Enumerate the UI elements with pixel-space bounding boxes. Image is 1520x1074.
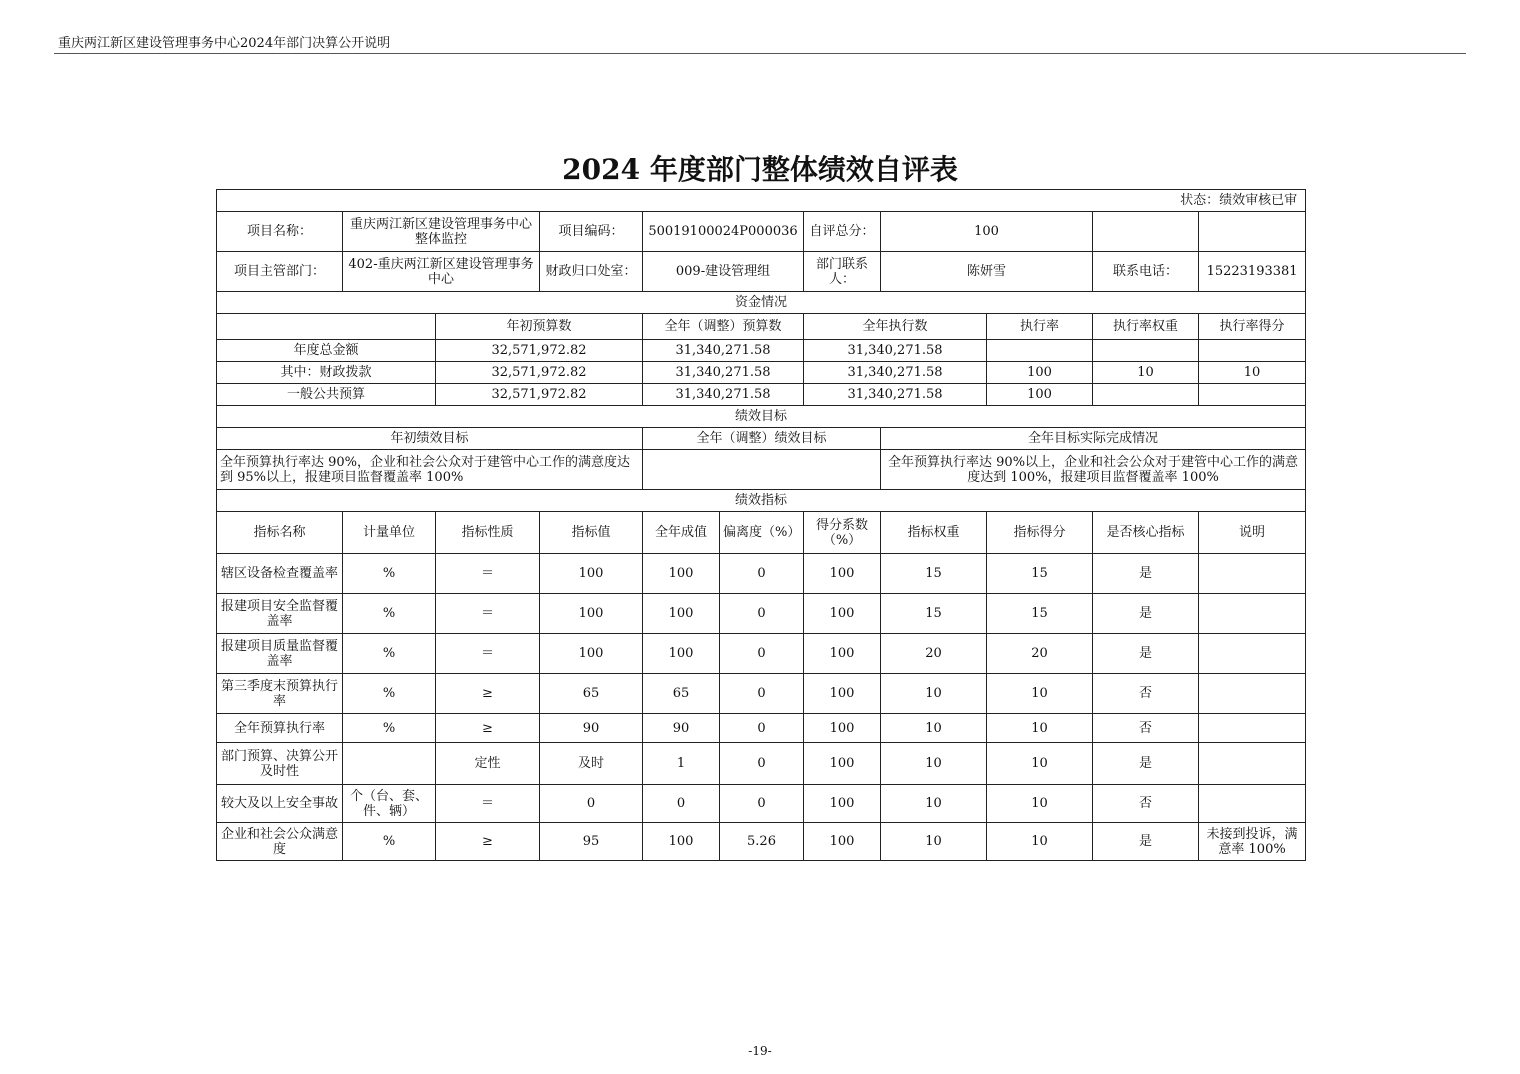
funds-header: 执行率权重 [1093,314,1199,340]
dept-value: 402-重庆两江新区建设管理事务中心 [343,252,540,292]
contact-label: 部门联系人： [804,252,881,292]
funds-cell: 31,340,271.58 [643,340,804,362]
table-cell: 0 [720,634,804,674]
initial-goal-text: 全年预算执行率达 90%，企业和社会公众对于建管中心工作的满意度达到 95%以上，报建项目监督覆盖率 100% [217,450,643,490]
table-cell: ≥ [436,823,540,861]
phone-value: 15223193381 [1199,252,1306,292]
table-cell: % [343,594,436,634]
table-cell [1199,714,1306,743]
table-cell: 100 [804,823,881,861]
table-cell: 10 [881,714,987,743]
funds-cell [1199,384,1306,406]
table-cell: 20 [881,634,987,674]
status-badge: 状态：绩效审核已审 [217,190,1306,212]
indicator-name: 全年预算执行率 [217,714,343,743]
indicator-name: 报建项目质量监督覆盖率 [217,634,343,674]
table-cell: 个（台、套、件、辆） [343,785,436,823]
table-cell: 未接到投诉，满意率 100% [1199,823,1306,861]
table-cell: 10 [881,674,987,714]
funds-header-row [217,314,1306,340]
table-row [217,714,1306,743]
funds-header: 全年（调整）预算数 [643,314,804,340]
table-cell: 65 [643,674,720,714]
column-header: 指标值 [540,512,643,554]
funds-header: 执行率得分 [1199,314,1306,340]
table-cell: 10 [987,743,1093,785]
table-cell: 0 [720,554,804,594]
info-row-1 [217,212,1306,252]
table-cell: 100 [643,594,720,634]
table-cell: 15 [881,554,987,594]
indicators-section-title: 绩效指标 [217,490,1306,512]
column-header: 指标名称 [217,512,343,554]
column-header: 得分系数（%） [804,512,881,554]
funds-header: 全年执行数 [804,314,987,340]
table-cell [1199,594,1306,634]
funds-cell: 一般公共预算 [217,384,436,406]
table-cell: 10 [987,674,1093,714]
funds-section-title: 资金情况 [217,292,1306,314]
header-divider [54,53,1466,54]
table-cell: 15 [987,594,1093,634]
funds-cell: 100 [987,362,1093,384]
table-cell: 100 [804,634,881,674]
table-cell: 100 [804,714,881,743]
table-cell: 0 [720,743,804,785]
table-cell: 10 [881,785,987,823]
column-header: 全年成值 [643,512,720,554]
funds-cell: 年度总金额 [217,340,436,362]
table-cell: 100 [643,823,720,861]
indicator-name: 报建项目安全监督覆盖率 [217,594,343,634]
table-cell: 10 [987,785,1093,823]
table-cell: % [343,674,436,714]
column-header: 指标性质 [436,512,540,554]
table-cell: 15 [881,594,987,634]
funds-cell [1093,340,1199,362]
table-cell: 是 [1093,634,1199,674]
table-cell: % [343,714,436,743]
funds-cell: 32,571,972.82 [436,340,643,362]
indicators-header-row [217,512,1306,554]
table-cell: 100 [804,785,881,823]
table-cell: 否 [1093,714,1199,743]
table-cell: % [343,554,436,594]
adjusted-goal-label: 全年（调整）绩效目标 [643,428,881,450]
table-cell: 1 [643,743,720,785]
column-header: 是否核心指标 [1093,512,1199,554]
table-cell: 是 [1093,554,1199,594]
funds-cell: 31,340,271.58 [804,340,987,362]
table-cell: 100 [804,743,881,785]
funds-cell: 100 [987,384,1093,406]
column-header: 说明 [1199,512,1306,554]
table-cell [1199,785,1306,823]
table-cell: 0 [720,785,804,823]
adjusted-goal-text [643,450,881,490]
table-row [217,554,1306,594]
indicator-name: 部门预算、决算公开及时性 [217,743,343,785]
performance-table [216,189,1306,861]
goals-content-row [217,450,1306,490]
table-cell: 0 [720,674,804,714]
self-score-value: 100 [881,212,1093,252]
table-cell: % [343,823,436,861]
indicator-name: 较大及以上安全事故 [217,785,343,823]
funds-cell: 10 [1199,362,1306,384]
funds-cell [987,340,1093,362]
table-cell [1199,554,1306,594]
table-cell: 0 [720,714,804,743]
indicator-name: 第三季度末预算执行率 [217,674,343,714]
table-cell: ≥ [436,674,540,714]
table-cell [1199,674,1306,714]
table-row [217,674,1306,714]
self-score-label: 自评总分： [804,212,881,252]
funds-cell: 32,571,972.82 [436,362,643,384]
table-cell: 95 [540,823,643,861]
table-cell: % [343,634,436,674]
project-name-label: 项目名称： [217,212,343,252]
funds-cell: 10 [1093,362,1199,384]
info-row-2 [217,252,1306,292]
column-header: 计量单位 [343,512,436,554]
funds-row [217,340,1306,362]
table-cell: 0 [540,785,643,823]
table-cell: ＝ [436,785,540,823]
funds-row [217,384,1306,406]
column-header: 指标权重 [881,512,987,554]
table-cell: 100 [804,554,881,594]
table-cell: 100 [540,634,643,674]
table-cell: 65 [540,674,643,714]
page-number: -19- [748,1044,772,1058]
table-cell: 是 [1093,743,1199,785]
initial-goal-label: 年初绩效目标 [217,428,643,450]
table-row [217,634,1306,674]
table-cell [343,743,436,785]
funds-header: 年初预算数 [436,314,643,340]
table-cell: 100 [804,594,881,634]
dept-label: 项目主管部门： [217,252,343,292]
table-row [217,594,1306,634]
table-cell: ＝ [436,554,540,594]
column-header: 偏离度（%） [720,512,804,554]
table-row [217,743,1306,785]
table-cell: 10 [987,823,1093,861]
table-cell: 100 [804,674,881,714]
table-cell: 10 [881,743,987,785]
funds-cell: 32,571,972.82 [436,384,643,406]
phone-label: 联系电话： [1093,252,1199,292]
table-cell: ≥ [436,714,540,743]
document-header: 重庆两江新区建设管理事务中心2024年部门决算公开说明 [58,36,391,51]
contact-value: 陈妍雪 [881,252,1093,292]
table-cell [1199,743,1306,785]
actual-completion-text: 全年预算执行率达 90%以上，企业和社会公众对于建管中心工作的满意度达到 100%，报建项目监督覆盖率 100% [881,450,1306,490]
indicator-name: 企业和社会公众满意度 [217,823,343,861]
table-cell: 90 [643,714,720,743]
table-cell: 及时 [540,743,643,785]
actual-completion-label: 全年目标实际完成情况 [881,428,1306,450]
goals-header-row [217,428,1306,450]
funds-cell [1199,340,1306,362]
funds-header: 执行率 [987,314,1093,340]
project-code-label: 项目编码： [540,212,643,252]
table-cell: 100 [540,554,643,594]
table-cell: 是 [1093,823,1199,861]
table-cell: 20 [987,634,1093,674]
page-title: 2024 年度部门整体绩效自评表 [562,153,958,186]
funds-cell: 31,340,271.58 [643,362,804,384]
table-cell: 100 [643,634,720,674]
table-cell: 是 [1093,594,1199,634]
table-cell: 5.26 [720,823,804,861]
funds-row [217,362,1306,384]
table-cell: 100 [643,554,720,594]
table-cell: ＝ [436,594,540,634]
goals-section-title: 绩效目标 [217,406,1306,428]
table-cell: 0 [643,785,720,823]
table-cell: 10 [987,714,1093,743]
finance-office-label: 财政归口处室： [540,252,643,292]
table-row [217,785,1306,823]
table-cell: 否 [1093,785,1199,823]
finance-office-value: 009-建设管理组 [643,252,804,292]
table-cell: ＝ [436,634,540,674]
table-cell: 否 [1093,674,1199,714]
table-cell: 10 [881,823,987,861]
funds-cell [1093,384,1199,406]
table-row [217,823,1306,861]
table-cell: 15 [987,554,1093,594]
table-cell [1199,634,1306,674]
funds-header [217,314,436,340]
table-cell: 定性 [436,743,540,785]
table-cell: 0 [720,594,804,634]
funds-cell: 31,340,271.58 [804,384,987,406]
funds-cell: 其中：财政拨款 [217,362,436,384]
column-header: 指标得分 [987,512,1093,554]
project-name-value: 重庆两江新区建设管理事务中心整体监控 [343,212,540,252]
indicator-name: 辖区设备检查覆盖率 [217,554,343,594]
funds-cell: 31,340,271.58 [643,384,804,406]
table-cell: 90 [540,714,643,743]
funds-cell: 31,340,271.58 [804,362,987,384]
project-code-value: 50019100024P000036 [643,212,804,252]
table-cell: 100 [540,594,643,634]
